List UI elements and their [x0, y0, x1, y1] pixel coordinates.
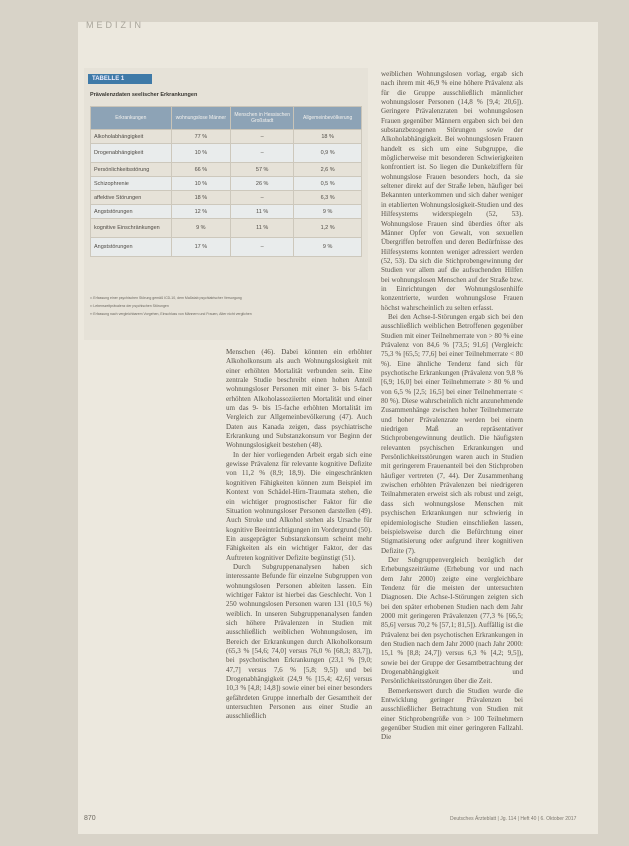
table-cell: Drogenabhängigkeit [91, 144, 172, 163]
table-cell: 11 % [231, 205, 294, 219]
paragraph: weiblichen Wohnungslosen vorlag, ergab sich nach ihrem mit 46,9 % eine höhere Prävalenz als für die Gruppe ausschließlich männlicher wohnungsloser Personen (14,8 % [9,4; 20,6]). Geringere Prävalenzraten bei wohnungslosen Frauen gegenüber Männern ergaben sich bei den substanzbezogenen Störungen sowie der Alkoholabhängigkeit. Bei wohnungslosen Frauen handelt es sich um eine Subgruppe, die möglicherweise mit besonderen Schwierigkeiten konfrontiert ist. So liegen die Dunkelziffern für wohnungslose Frauen besonders hoch, da sie seltener direkt auf der Straße leben, häufiger bei Bekannten unterkommen und sich daher weniger in etablierten Wohnungslosigkeit-Studien und des Hilfesystems widerspiegeln (52, 53). Wohnungslose Frauen sind überdies öfter als Männer Opfer von Gewalt, von sexuellen Übergriffen betroffen und deren Bedürfnisse des Hilfesystems konnten weniger adressiert werden (52, 53). Da sich die Stichprobengewinnung der Studien vor allem auf die aufsuchenden Hilfen bei wohnungslosen Menschen auf der Straße bzw. in Einrichtungen der Wohnungslosenhilfe konzentrierte, wurden wohnungslose Frauen höchst wahrscheinlich zu selten erfasst. [381, 70, 523, 312]
table-cell: Alkoholabhängigkeit [91, 130, 172, 144]
table-cell: 9 % [171, 219, 231, 238]
table-cell: – [231, 144, 294, 163]
table-cell: 57 % [231, 163, 294, 177]
text-column-middle [226, 348, 372, 806]
table-cell: – [231, 130, 294, 144]
table-cell: 0,9 % [294, 144, 362, 163]
page-number: 870 [84, 815, 96, 822]
section-header: MEDIZIN [86, 20, 144, 30]
table-row [91, 219, 362, 238]
column-header: wohnungslose Männer [171, 107, 231, 130]
table-cell: 18 % [171, 191, 231, 205]
table-cell: Angststörungen [91, 205, 172, 219]
table-cell: 18 % [294, 130, 362, 144]
table-row [91, 205, 362, 219]
table-cell: 17 % [171, 238, 231, 257]
table-cell: – [231, 238, 294, 257]
table-row [91, 191, 362, 205]
table-cell: – [231, 191, 294, 205]
table-cell: 77 % [171, 130, 231, 144]
table-footnote: ³³ Erfassung nach vergleichbarem Vorgehen, Einschluss von Männern und Frauen, Alter nicht verglichen [90, 312, 252, 316]
journal-footer: Deutsches Ärzteblatt | Jg. 114 | Heft 40 | 6. Oktober 2017 [450, 816, 577, 822]
table-cell: 0,5 % [294, 177, 362, 191]
table-cell: 1,2 % [294, 219, 362, 238]
table-cell: 9 % [294, 205, 362, 219]
table-row [91, 130, 362, 144]
table-cell: affektive Störungen [91, 191, 172, 205]
table-cell: kognitive Einschränkungen [91, 219, 172, 238]
column-header: Menschen in Hessischen Großstadt [231, 107, 294, 130]
table-cell: 11 % [231, 219, 294, 238]
table-cell: 12 % [171, 205, 231, 219]
paragraph: Bei den Achse-I-Störungen ergab sich bei den ausschließlich weiblichen Betroffenen gegenüber Studien mit einer Teilnehmerrate von > 80 % eine Prävalenz von 84,6 % [73,5; 91,6] (Vergleich: 75,3 % [65,5; 77,6] bei einer Teilnehmerrate < 80 %). Eine ähnliche Tendenz fand sich für psychotische Erkrankungen (Prävalenz von 9,8 % [6,9; 16,0] bei einer Teilnehmerrate > 80 % und von 6,5 % [2,5; 16,5] bei einer Teilnehmerrate < 80 %). Diese wahrscheinlich nicht anzunehmende Zusammenhänge zwischen hoher Teilnehmerrate und hoher Prävalenzrate werden bei einem niedrigen Maß an repräsentativer Stichprobengewinnung deutlich. Die häufigsten relevanten psychischen Erkrankungen und Persönlichkeitsstörungen waren auch in Studien mit geringerem Frauenanteil bei den Stichproben häufiger vertreten (7, 44). Der Zusammenhang zwischen erhöhten Prävalenzen bei niedrigeren Teilnahmeraten erweist sich als robust und zeigt, dass sich wohnungslose Menschen mit psychischen Erkrankungen nur schwierig in epidemiologische Studien einschließen lassen, beispielsweise durch die Befürchtung einer Stigmatisierung oder aufgrund ihrer kognitiven Defizite (7). [381, 312, 523, 555]
paragraph: Bemerkenswert durch die Studien wurde die Entwicklung geringer Prävalenzen bei ausschließlicher Betrachtung von Studien mit einer Stichprobengröße von > 100 Teilnehmern gegenüber Studien mit einer geringeren Fallzahl. Die [381, 686, 523, 742]
text-column-right [381, 70, 523, 808]
table-row [91, 144, 362, 163]
table-footnote: ¹¹ Erfassung einer psychischen Störung gemäß ICD-10, dem Maßstab psychiatrischer Versorgung [90, 296, 242, 300]
table-footnote: ²² Lebenszeitprävalenz der psychischen Störungen [90, 304, 169, 308]
table-cell: 9 % [294, 238, 362, 257]
table-row [91, 177, 362, 191]
table-cell: 10 % [171, 144, 231, 163]
table-cell: 66 % [171, 163, 231, 177]
table-row [91, 163, 362, 177]
column-header: Allgemeinbevölkerung [294, 107, 362, 130]
paragraph: Menschen (46). Dabei könnten ein erhöhter Alkoholkonsum als auch Wohnungslosigkeit mit einer erhöhten Mortalität verbunden sein. Eine zentrale Studie beschreibt einen hohen Anteil wohnungsloser Personen mit einer 3- bis 5-fach erhöhten Alkoholassoziierten Mortalität und einer um das 9- bis 15-fache erhöhten Mortalität im Vergleich zur Allgemeinbevölkerung (47). Auch Daten aus Kanada zeigen, dass psychiatrische Erkrankung und Substanzkonsum vor Beginn der Wohnungslosigkeit bestehen (48). [226, 348, 372, 450]
prevalence-table [90, 106, 362, 257]
column-header: Erkrankungen [91, 107, 172, 130]
paragraph: Durch Subgruppenanalysen haben sich interessante Befunde für einzelne Subgruppen von wohnungslosen Personen ableiten lassen. Ein wichtiger Faktor ist hierbei das Geschlecht. Von 1 250 wohnungslosen Personen waren 131 (10,5 %) weiblich. In unseren Subgruppenanalysen fanden sich höhere Prävalenzen in Studien mit ausschließlich weiblichen Wohnungslosen, im Bereich der Erkrankungen durch Alkoholkonsum (65,3 % [54,6; 74,0] versus 76,0 % [68,3; 83,7]), bei psychotischen Erkrankungen (23,1 % [9,0; 47,7] versus 7,6 % [5,8; 9,5]) und bei Drogenabhängigkeit (24,9 % [15,4; 42,6] versus 10,3 % [4,8; 14,8]) sowie einer bei einer besonders gefährdeten Gruppe innerhalb der Gesamtheit der untersuchten Personen aus einer Studie an ausschließlich [226, 562, 372, 721]
table-cell: Schizophrenie [91, 177, 172, 191]
table-cell: Persönlichkeitsstörung [91, 163, 172, 177]
table-label: TABELLE 1 [88, 74, 152, 84]
table-title: Prävalenzdaten seelischer Erkrankungen [90, 92, 198, 98]
table-cell: 6,3 % [294, 191, 362, 205]
table-cell: Angststörungen [91, 238, 172, 257]
paragraph: In der hier vorliegenden Arbeit ergab sich eine gewisse Prävalenz für relevante kognitive Defizite von 11,2 % (8,9; 18,9). Die eingeschränkten kognitiven Fähigkeiten können zum Beispiel im Kontext von Schädel-Hirn-Traumata stehen, die ein wichtiger prognostischer Faktor für die Situation wohnungsloser Personen darstellen (49). Auch Stroke und Alkohol stehen als Ursache für kognitive Beeinträchtigungen im Vordergrund (50). Ein ausgeprägter Substanzkonsum scheint mehr Fähigkeiten als ein wichtiger Faktor, der das Auftreten kognitiver Defizite begünstigt (51). [226, 450, 372, 562]
paragraph: Der Subgruppenvergleich bezüglich der Erhebungszeiträume (Erhebung vor und nach dem Jahr 2000) zeigte eine vergleichbare Tendenz für die meisten der untersuchten Diagnosen. Die Achse-I-Störungen zeigten sich bei den später erhobenen Studien nach dem Jahr 2000 mit geringeren Prävalenzen (77,3 % [66,5; 85,6] versus 70,2 % [57,1; 81,5]). Auffällig ist die Prävalenz bei den psychotischen Erkrankungen in den Studien nach dem Jahr 2000 (nach Jahr 2000: 15,1 % [8,8; 24,7]) versus 6,3 % [4,2; 9,5]), sowie bei der Gruppe der Gesamtbetrachtung der Drogenabhängigkeit und Persönlichkeitsstörungen über die Zeit. [381, 555, 523, 686]
table-cell: 2,6 % [294, 163, 362, 177]
table-cell: 10 % [171, 177, 231, 191]
table-cell: 26 % [231, 177, 294, 191]
table-row [91, 238, 362, 257]
